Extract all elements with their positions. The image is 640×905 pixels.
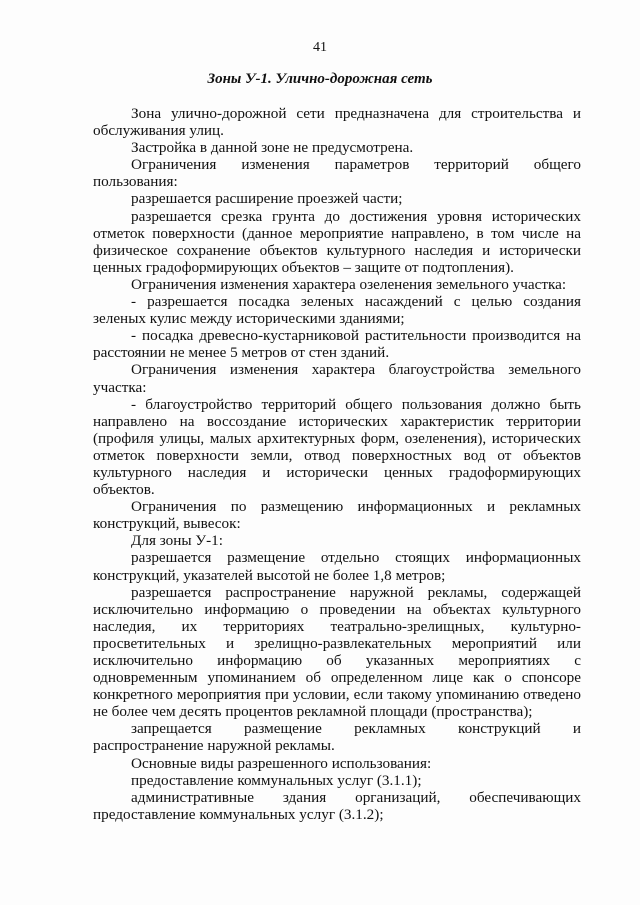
- paragraph: Ограничения изменения характера благоустройства земельного участка:: [93, 361, 581, 396]
- paragraph: Ограничения изменения параметров территорий общего пользования:: [93, 156, 581, 191]
- paragraph: - посадка древесно-кустарниковой растительности производится на расстоянии не менее 5 метров от стен зданий.: [93, 327, 581, 362]
- paragraph: - благоустройство территорий общего пользования должно быть направлено на воссоздание исторических характеристик территории (профиля улицы, малых архитектурных форм, озеленения), исторических отметок поверхности земли, отвод поверхностных вод от объектов культурного наследия и исторически ценных градоформирующих объектов.: [93, 395, 581, 499]
- paragraph: Зона улично-дорожной сети предназначена для строительства и обслуживания улиц.: [93, 105, 581, 140]
- paragraph: Основные виды разрешенного использования:: [131, 754, 432, 772]
- paragraph: разрешается распространение наружной рекламы, содержащей исключительно информацию о проведении на объектах культурного наследия, их территориях театрально-зрелищных, культурно-просветительных и зрелищно-развлекательных мероприятий или исключительно информацию об указанных мероприятиях с одновременным упоминанием об определенном лице как о спонсоре конкретного мероприятия при условии, если такому упоминанию отведено не более чем десять процентов рекламной площади (пространства);: [93, 583, 581, 721]
- paragraph: разрешается размещение отдельно стоящих информационных конструкций, указателей высотой не более 1,8 метров;: [93, 549, 581, 584]
- paragraph: разрешается срезка грунта до достижения уровня исторических отметок поверхности (данное мероприятие направлено, в том числе на физическое сохранение объектов культурного наследия и исторически ценных градоформирующих объектов – защите от подтопления).: [93, 207, 581, 276]
- section-heading: Зоны У-1. Улично-дорожная сеть: [207, 71, 433, 87]
- paragraph: Застройка в данной зоне не предусмотрена.: [131, 139, 414, 157]
- paragraph: Ограничения изменения характера озеленения земельного участка:: [131, 275, 567, 293]
- paragraph: - разрешается посадка зеленых насаждений с целью создания зеленых кулис между историческими зданиями;: [93, 293, 581, 328]
- paragraph: Ограничения по размещению информационных и рекламных конструкций, вывесок:: [93, 498, 581, 533]
- page-number: 41: [313, 40, 327, 55]
- paragraph: административные здания организаций, обеспечивающих предоставление коммунальных услуг (3.1.2);: [93, 788, 581, 823]
- paragraph: запрещается размещение рекламных конструкций и распространение наружной рекламы.: [93, 720, 581, 755]
- paragraph: разрешается расширение проезжей части;: [131, 190, 403, 208]
- paragraph: Для зоны У-1:: [131, 532, 223, 550]
- document-body: [93, 105, 581, 823]
- paragraph: предоставление коммунальных услуг (3.1.1);: [131, 771, 422, 789]
